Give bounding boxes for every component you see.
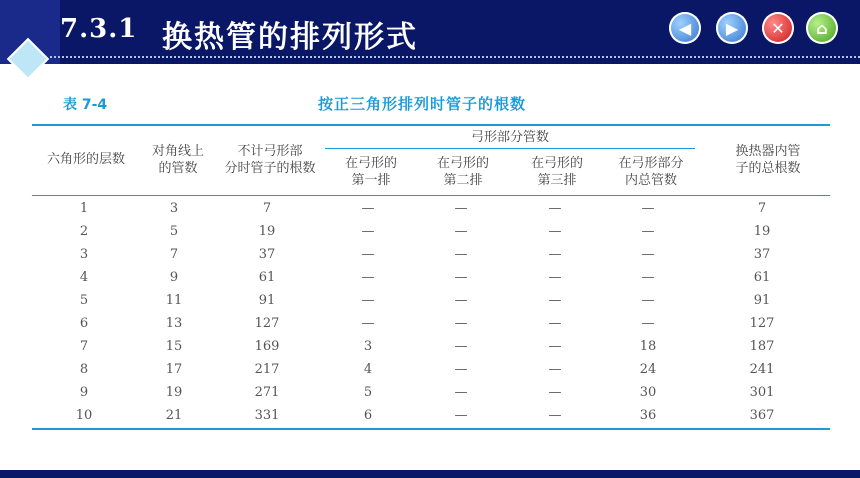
table-top-rule	[32, 124, 830, 126]
table-cell: —	[641, 270, 655, 285]
table-cell: 61	[258, 270, 276, 285]
col-header-bow-group: 弓形部分管数	[470, 130, 549, 145]
table-row	[32, 289, 830, 312]
table-cell: —	[548, 339, 562, 354]
table-cell: 241	[749, 362, 775, 377]
col-header-bow-total: 在弓形部分 内总管数	[618, 156, 684, 188]
table-cell: —	[641, 224, 655, 239]
home-icon[interactable]: ⌂	[806, 12, 838, 44]
table-cell: 271	[254, 385, 280, 400]
dotted-divider	[50, 56, 860, 58]
col-header-row2: 在弓形的 第二排	[436, 156, 489, 188]
table-cell: —	[548, 408, 562, 423]
table-cell: —	[641, 201, 655, 216]
section-number: 7.3.1	[60, 14, 138, 44]
table-cell: 9	[79, 385, 89, 400]
next-icon[interactable]: ▶	[716, 12, 748, 44]
table-cell: —	[454, 201, 468, 216]
section-title: 换热管的排列形式	[162, 20, 418, 55]
table-cell: 61	[753, 270, 771, 285]
table-cell: —	[548, 316, 562, 331]
header-rule	[32, 195, 830, 196]
table-cell: —	[454, 293, 468, 308]
table-cell: 9	[169, 270, 179, 285]
table-cell: 127	[254, 316, 280, 331]
table-cell: 37	[258, 247, 276, 262]
table-cell: 127	[749, 316, 775, 331]
table-cell: 4	[79, 270, 89, 285]
col-header-row3: 在弓形的 第三排	[530, 156, 583, 188]
table-cell: —	[454, 270, 468, 285]
prev-icon[interactable]: ◀	[669, 12, 701, 44]
table-cell: 15	[165, 339, 183, 354]
table-cell: —	[641, 316, 655, 331]
table-cell: —	[454, 385, 468, 400]
table-cell: 5	[363, 385, 373, 400]
table-cell: 3	[79, 247, 89, 262]
table-cell: 301	[749, 385, 775, 400]
table-cell: 11	[165, 293, 183, 308]
table-cell: 187	[749, 339, 775, 354]
table-cell: 169	[254, 339, 280, 354]
table-cell: —	[548, 362, 562, 377]
table-cell: —	[548, 201, 562, 216]
table-cell: —	[454, 339, 468, 354]
col-header-row1: 在弓形的 第一排	[344, 156, 397, 188]
table-row	[32, 243, 830, 266]
table-cell: 91	[753, 293, 771, 308]
table-cell: 91	[258, 293, 276, 308]
table-cell: —	[641, 293, 655, 308]
table-cell: —	[361, 201, 375, 216]
table-row	[32, 381, 830, 404]
table-cell: —	[361, 247, 375, 262]
group-underline	[325, 148, 695, 149]
table-cell: 3	[169, 201, 179, 216]
table-cell: —	[548, 385, 562, 400]
table-cell: —	[361, 316, 375, 331]
table-bottom-rule	[32, 428, 830, 430]
table-cell: 6	[363, 408, 373, 423]
table-cell: —	[548, 224, 562, 239]
table-cell: 19	[753, 224, 771, 239]
col-header-excl: 不计弓形部 分时管子的根数	[224, 144, 316, 176]
table-cell: 4	[363, 362, 373, 377]
table-cell: —	[454, 224, 468, 239]
table-cell: 7	[262, 201, 272, 216]
table-cell: —	[454, 408, 468, 423]
table-cell: —	[361, 270, 375, 285]
table-cell: 8	[79, 362, 89, 377]
table-cell: 3	[363, 339, 373, 354]
table-cell: —	[454, 247, 468, 262]
col-header-total: 换热器内管 子的总根数	[735, 144, 801, 176]
table-cell: 18	[639, 339, 657, 354]
table-cell: —	[548, 247, 562, 262]
table-row	[32, 358, 830, 381]
table-cell: 331	[254, 408, 280, 423]
table-cell: 7	[169, 247, 179, 262]
table-cell: 5	[79, 293, 89, 308]
table-cell: —	[361, 224, 375, 239]
table-cell: 367	[749, 408, 775, 423]
table-cell: 17	[165, 362, 183, 377]
table-cell: —	[641, 247, 655, 262]
col-header-layers: 六角形的层数	[46, 152, 125, 167]
table-cell: 30	[639, 385, 657, 400]
table-title: 按正三角形排列时管子的根数	[318, 95, 527, 113]
table-cell: 10	[75, 408, 93, 423]
table-cell: —	[548, 270, 562, 285]
table-cell: 7	[757, 201, 767, 216]
table-cell: 19	[165, 385, 183, 400]
close-icon[interactable]: ✕	[762, 12, 794, 44]
table-cell: 5	[169, 224, 179, 239]
table-row	[32, 197, 830, 220]
table-cell: 24	[639, 362, 657, 377]
table-number: 表 7-4	[63, 97, 108, 113]
table-row	[32, 312, 830, 335]
table-row	[32, 220, 830, 243]
table-cell: 37	[753, 247, 771, 262]
table-row	[32, 335, 830, 358]
table-row	[32, 404, 830, 427]
table-cell: —	[454, 362, 468, 377]
table-cell: —	[361, 293, 375, 308]
table-cell: 36	[639, 408, 657, 423]
table-cell: 21	[165, 408, 183, 423]
table-cell: 7	[79, 339, 89, 354]
table-cell: —	[454, 316, 468, 331]
table-cell: 2	[79, 224, 89, 239]
table-cell: 19	[258, 224, 276, 239]
col-header-diag: 对角线上 的管数	[151, 144, 204, 176]
footer-bar	[0, 470, 860, 478]
table-cell: 1	[79, 201, 89, 216]
table-row	[32, 266, 830, 289]
data-table	[32, 197, 830, 427]
table-cell: 13	[165, 316, 183, 331]
table-cell: 6	[79, 316, 89, 331]
table-cell: —	[548, 293, 562, 308]
table-cell: 217	[254, 362, 280, 377]
